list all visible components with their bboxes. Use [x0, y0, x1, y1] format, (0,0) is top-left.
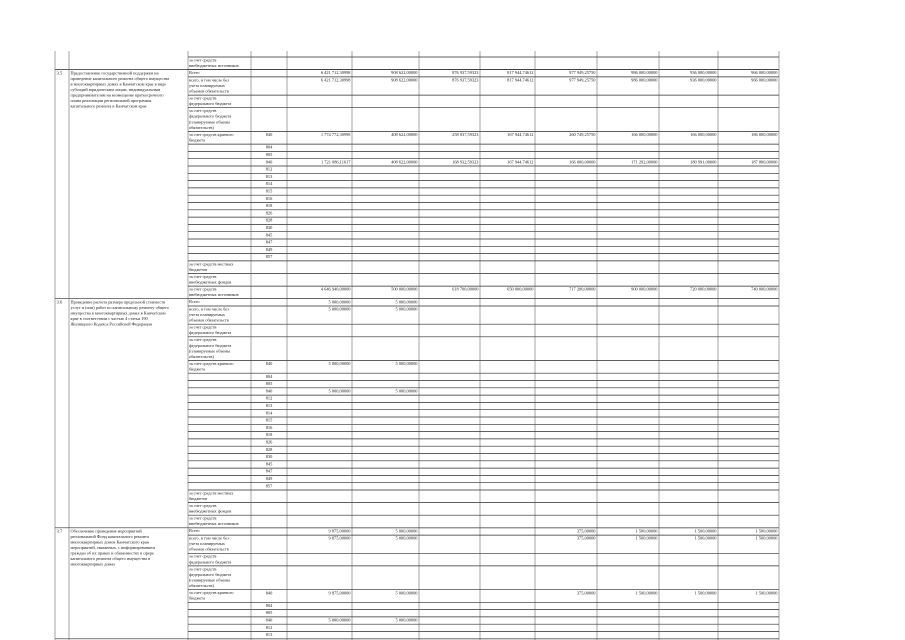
amount-cell: 167 944,74612 — [507, 159, 534, 165]
source-label: внебюджетных источников — [189, 63, 239, 68]
kbk-code: 849 — [265, 246, 273, 252]
measure-description: капитального ремонта общего имущества в — [70, 556, 151, 562]
amount-cell: 1 500,00000 — [635, 528, 658, 534]
kbk-code: 840 — [265, 159, 273, 165]
amount-cell: 375,00000 — [576, 528, 596, 534]
kbk-code: 840 — [265, 361, 273, 367]
measure-description: Проведение расчета размера предельной стоимости — [70, 299, 166, 305]
source-label: за счет средств — [189, 95, 217, 101]
kbk-code: 830 — [265, 225, 273, 230]
source-label: федерального бюджета — [189, 330, 232, 336]
kbk-code: 840 — [265, 388, 273, 394]
source-label: учета планируемых — [189, 541, 225, 547]
source-label: бюджета — [189, 595, 206, 601]
amount-cell: 5 000,00000 — [328, 361, 351, 367]
measure-number: 3.5 — [56, 70, 63, 76]
amount-cell: 260 749,25750 — [569, 132, 596, 138]
amount-cell: 5 000,00000 — [395, 590, 418, 596]
measure-description: капитального ремонта в Камчатском крае — [70, 103, 147, 109]
kbk-code: 840 — [265, 590, 273, 596]
source-label: обязательств) — [189, 354, 214, 359]
amount-cell: 966 000,00000 — [751, 77, 778, 83]
kbk-code: 840 — [265, 617, 273, 623]
amount-cell: 1 500,00000 — [755, 590, 778, 596]
amount-cell: 9 875,00000 — [328, 590, 351, 596]
amount-cell: 166 000,00000 — [569, 159, 596, 165]
source-label: за счет средств — [189, 337, 217, 343]
amount-cell: 936 000,00000 — [690, 70, 717, 76]
source-label: бюджетов — [189, 266, 208, 272]
amount-cell: 5 000,00000 — [395, 388, 418, 394]
kbk-code: 805 — [265, 152, 273, 157]
amount-cell: 375,00000 — [576, 590, 596, 596]
amount-cell: 966 000,00000 — [751, 70, 778, 76]
kbk-code: 815 — [265, 188, 273, 194]
amount-cell: 5 000,00000 — [395, 361, 418, 367]
kbk-code: 830 — [265, 454, 273, 460]
source-label: за счет средств местных — [189, 490, 234, 496]
source-label: Всего — [189, 70, 200, 75]
kbk-code: 804 — [265, 144, 273, 150]
amount-cell: 1 774 772,30998 — [320, 132, 351, 138]
kbk-code: 849 — [265, 476, 273, 481]
amount-cell: 977 949,25750 — [569, 70, 596, 76]
amount-cell: 166 000,00000 — [631, 132, 658, 138]
source-label: за счет средств — [189, 273, 217, 279]
source-label: за счет средств — [189, 515, 217, 521]
amount-cell: 375,00000 — [576, 535, 596, 541]
amount-cell: 1 500,00000 — [635, 590, 658, 596]
source-label: за счет средств — [189, 566, 217, 572]
amount-cell: 168 932,59323 — [452, 159, 479, 165]
amount-cell: 167 944,74612 — [507, 132, 534, 138]
amount-cell: 258 037,59323 — [452, 132, 479, 138]
kbk-code: 816 — [265, 195, 273, 201]
amount-cell: 171 292,00000 — [631, 159, 658, 165]
measure-description: предпринимателям на возмещение краткосрочного — [70, 92, 164, 98]
amount-cell: 5 000,00000 — [328, 306, 351, 312]
source-label: Всего — [189, 299, 200, 305]
measure-description: граждан об их правах и обязанностях в сфере — [70, 550, 154, 556]
amount-cell: 1 500,00000 — [635, 535, 658, 541]
source-label: федерального бюджета — [189, 101, 232, 107]
amount-cell: 876 937,59323 — [452, 77, 479, 83]
kbk-code: 845 — [265, 232, 273, 238]
amount-cell: 5 000,00000 — [395, 528, 418, 534]
amount-cell: 908 622,00000 — [391, 70, 418, 76]
measure-description: проведение капитального ремонта общего имущества — [70, 75, 170, 81]
measure-description: имущества в многоквартирных домах в Камчатском — [70, 310, 166, 316]
amount-cell: 618 700,00000 — [452, 286, 479, 292]
kbk-code: 813 — [265, 632, 273, 638]
source-label: за счет средств местных — [189, 261, 234, 267]
amount-cell: 6 421 712,30998 — [320, 70, 351, 76]
measure-description: Предоставление государственной поддержки на — [70, 70, 159, 76]
kbk-code: 857 — [265, 483, 273, 489]
kbk-code: 805 — [265, 610, 273, 616]
measure-description: многоквартирных домах — [70, 561, 116, 567]
measure-description: региональной Фонд капитального ремонта — [70, 534, 149, 540]
amount-cell: 5 000,00000 — [328, 617, 351, 623]
source-label: учета планируемых — [189, 312, 225, 317]
source-label: всего, в том числе без — [189, 77, 229, 83]
amount-cell: 1 500,00000 — [755, 528, 778, 534]
source-label: бюджетов — [189, 496, 208, 501]
source-label: за счет средств — [189, 553, 217, 559]
measure-description: многоквартирных домов Камчатского края — [70, 539, 149, 545]
source-label: внебюджетных фондов — [189, 508, 232, 514]
amount-cell: 900 000,00000 — [631, 286, 658, 292]
source-label: всего, в том числе без — [189, 306, 229, 312]
amount-cell: 1 500,00000 — [694, 528, 717, 534]
amount-cell: 977 949,25750 — [569, 77, 596, 83]
amount-cell: 9 875,00000 — [328, 528, 351, 534]
kbk-code: 845 — [265, 461, 273, 467]
source-label: федерального бюджета — [189, 571, 232, 577]
amount-cell: 5 000,00000 — [395, 299, 418, 305]
kbk-code: 812 — [265, 166, 273, 172]
kbk-code: 804 — [265, 602, 273, 608]
kbk-code: 826 — [265, 439, 273, 445]
source-label: (планируемые объемы — [189, 348, 231, 354]
kbk-code: 815 — [265, 417, 273, 423]
amount-cell: 9 875,00000 — [328, 535, 351, 541]
kbk-code: 813 — [265, 173, 273, 179]
source-label: бюджета — [189, 366, 206, 372]
kbk-code: 840 — [265, 132, 273, 138]
source-label: Всего — [189, 528, 200, 534]
kbk-code: 813 — [265, 403, 273, 408]
measure-description: услуг и (или) работ по капитальному ремонту общего — [70, 305, 169, 310]
source-label: за счет средств краевого — [189, 131, 234, 137]
amount-cell: 986 000,00000 — [631, 70, 658, 76]
amount-cell: 166 000,00000 — [690, 132, 717, 138]
amount-cell: 876 937,59323 — [452, 70, 479, 76]
kbk-code: 857 — [265, 254, 273, 260]
amount-cell: 187 800,00000 — [751, 159, 778, 165]
measure-description: крае в соответствии с частью 4 статьи 190 — [70, 316, 148, 321]
amount-cell: 740 000,00000 — [751, 286, 778, 292]
amount-cell: 936 000,00000 — [690, 77, 717, 83]
measure-description: Обеспечение проведения мероприятий — [70, 528, 142, 534]
source-label: внебюджетных источников — [189, 292, 239, 298]
amount-cell: 5 000,00000 — [328, 299, 351, 305]
kbk-code: 816 — [265, 424, 273, 430]
source-label: за счет средств краевого — [189, 361, 234, 366]
measure-number: 3.6 — [56, 299, 63, 305]
amount-cell: 1 500,00000 — [755, 535, 778, 541]
measure-description: мероприятий, связанных, с информированием — [70, 545, 156, 551]
source-label: объемов обязательств — [189, 317, 229, 323]
kbk-code: 804 — [265, 373, 273, 379]
source-label: за счет средств — [189, 286, 217, 292]
source-label: всего, в том числе без — [189, 535, 229, 541]
measure-description: плана реализации региональной программы — [70, 97, 152, 103]
measure-description: в многоквартирных домах в Камчатском крае в виде — [70, 81, 167, 87]
measure-number: 3.7 — [56, 528, 63, 534]
source-label: (планируемые объемы — [189, 577, 231, 583]
kbk-code: 812 — [265, 395, 273, 401]
amount-cell: 986 000,00000 — [631, 77, 658, 83]
source-label: федерального бюджета — [189, 113, 232, 119]
amount-cell: 1 500,00000 — [694, 535, 717, 541]
kbk-code: 814 — [265, 181, 273, 187]
kbk-code: 826 — [265, 210, 273, 216]
source-label: за счет средств краевого — [189, 590, 234, 596]
source-label: учета планируемых — [189, 82, 225, 88]
amount-cell: 817 944,74612 — [507, 77, 534, 83]
amount-cell: 717 200,00000 — [569, 286, 596, 292]
source-label: внебюджетных источников — [189, 521, 239, 527]
source-label: объемов обязательств — [189, 88, 229, 94]
amount-cell: 5 000,00000 — [328, 388, 351, 394]
amount-cell: 908 622,00000 — [391, 77, 418, 83]
kbk-code: 828 — [265, 446, 273, 452]
kbk-code: 812 — [265, 624, 273, 630]
source-label: федерального бюджета — [189, 559, 232, 565]
amount-cell: 5 000,00000 — [395, 306, 418, 312]
amount-cell: 6 421 712,30998 — [320, 77, 351, 83]
amount-cell: 408 622,00000 — [391, 132, 418, 138]
source-label: за счет средств — [189, 503, 217, 508]
kbk-code: 818 — [265, 432, 273, 438]
amount-cell: 5 000,00000 — [395, 617, 418, 623]
amount-cell: 4 646 940,00000 — [320, 286, 351, 292]
source-label: бюджета — [189, 137, 206, 143]
source-label: за счет средств — [189, 324, 217, 330]
source-label: обязательств) — [189, 124, 214, 130]
kbk-code: 805 — [265, 381, 273, 387]
kbk-code: 847 — [265, 239, 273, 245]
kbk-code: 814 — [265, 410, 273, 416]
source-label: за счет средств — [189, 108, 217, 114]
source-label: за счет средств — [189, 57, 217, 63]
source-label: (планируемые объемы — [189, 119, 231, 125]
measure-description: Жилищного Кодекса Российской Федерации — [70, 321, 152, 327]
amount-cell: 408 622,00000 — [391, 159, 418, 165]
kbk-code: 847 — [265, 468, 273, 474]
source-label: объемов обязательств — [189, 546, 229, 552]
amount-cell: 180 991,00000 — [690, 159, 717, 165]
amount-cell: 650 000,00000 — [507, 286, 534, 292]
amount-cell: 500 000,00000 — [391, 286, 418, 292]
source-label: обязательств) — [189, 583, 214, 589]
amount-cell: 817 944,74612 — [507, 70, 534, 76]
source-label: федерального бюджета — [189, 342, 232, 348]
amount-cell: 1 500,00000 — [694, 590, 717, 596]
kbk-code: 828 — [265, 217, 273, 223]
amount-cell: 1 721 086,11617 — [321, 159, 351, 165]
measure-description: субсидий юридическим лицам, индивидуальным — [70, 86, 161, 92]
amount-cell: 5 000,00000 — [395, 535, 418, 541]
source-label: внебюджетных фондов — [189, 279, 232, 285]
amount-cell: 186 000,00000 — [751, 132, 778, 138]
amount-cell: 720 000,00000 — [690, 286, 717, 292]
kbk-code: 818 — [265, 203, 273, 209]
